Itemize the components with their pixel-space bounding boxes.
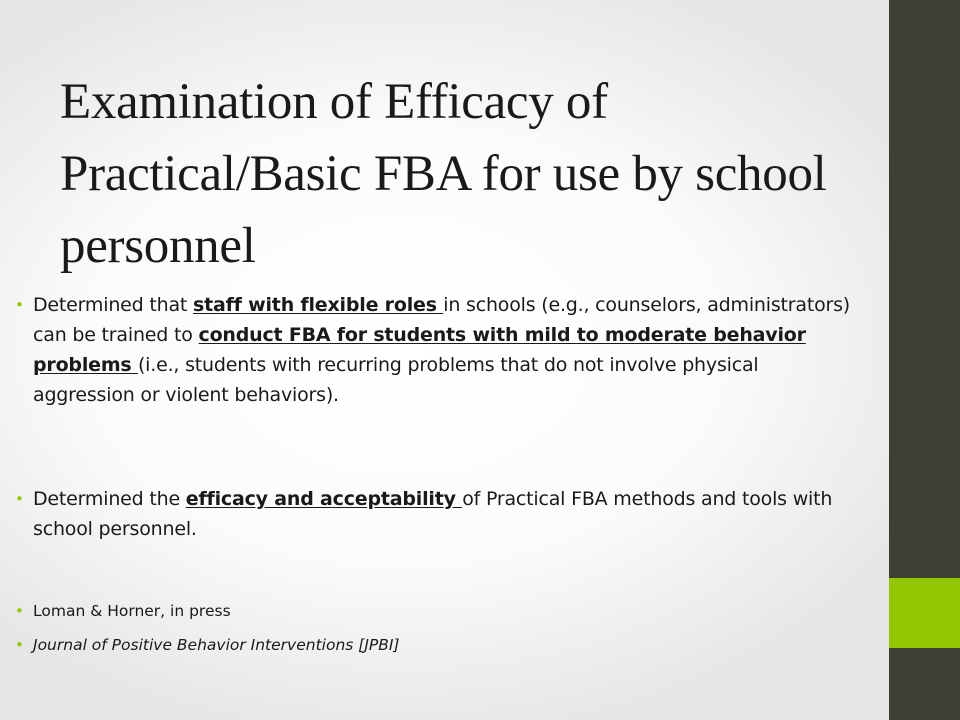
bullet-text: Determined that: [33, 294, 193, 316]
bullet-item-efficacy: [15, 484, 863, 544]
bullet-emphasis: efficacy and acceptability: [185, 488, 463, 510]
bullet-text: of Practical FBA methods and tools with school personnel.: [33, 488, 833, 540]
bullet-text: Determined the: [33, 488, 186, 510]
bullet-text: in schools (e.g., counselors, administrators) can be trained to: [33, 294, 851, 346]
slide-title: Examination of Efficacy of Practical/Basic FBA for use by school personnel: [60, 74, 827, 274]
citation-authors: Loman & Horner, in press: [33, 602, 231, 620]
bullet-emphasis: staff with flexible roles: [192, 294, 444, 316]
bullet-dot-icon: •: [15, 636, 24, 654]
citation-journal: Journal of Positive Behavior Interventions [JPBI]: [33, 636, 400, 654]
bullet-item-staff-training: [15, 290, 863, 410]
bullet-dot-icon: •: [15, 602, 24, 620]
bullet-dot-icon: •: [15, 490, 24, 508]
sidebar-accent-block: [889, 578, 960, 648]
bullet-item-citation: [15, 599, 863, 623]
bullet-dot-icon: •: [15, 296, 24, 314]
bullet-text: (i.e., students with recurring problems that do not involve physical aggression or violent behaviors).: [33, 354, 759, 406]
bullet-emphasis: conduct FBA for students with mild to moderate behavior problems: [33, 324, 806, 376]
bullet-item-journal: [15, 633, 863, 657]
